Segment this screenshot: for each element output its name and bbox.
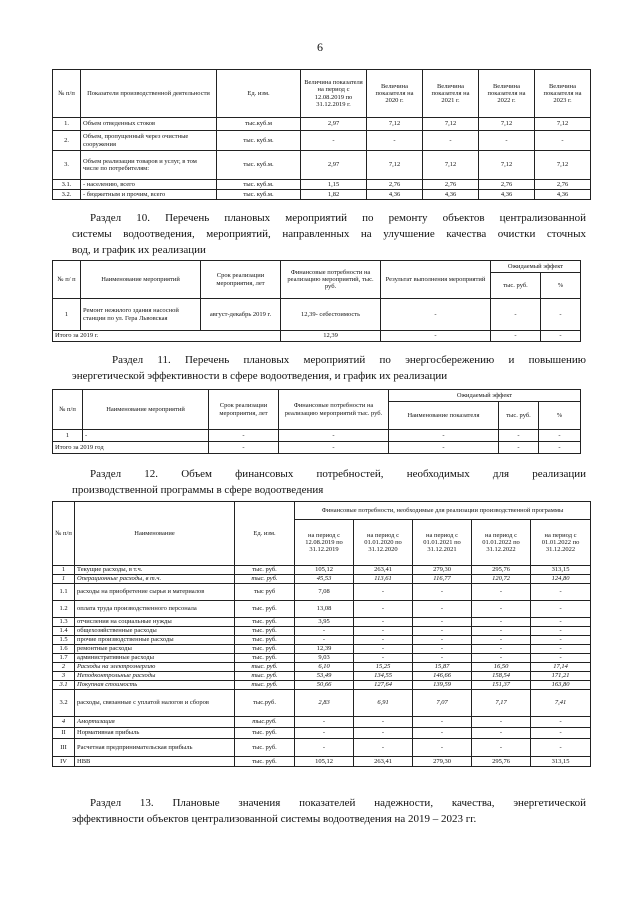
repair-measures-table: [52, 260, 581, 342]
section-13-heading: Раздел 13. Плановые значения показателей надежности, качества, энергетической эффективности объектов централизованной системы водоотведения на 2019 – 2023 гг.: [72, 797, 586, 825]
table-row: 1 Ремонт нежилого здания насосной станции по ул. Гера Львовская август-декабрь 2019 г. 12,39- себестоимость - - -: [53, 299, 581, 331]
table-row: 2 Расходы на электроэнергию тыс. руб. 6,10 15,25 15,87 16,50 17,14: [53, 663, 591, 672]
t1-h-p1: Величина показателя на период с 12.08.2019 по 31.12.2019 г.: [301, 70, 367, 118]
t12-h-unit: Ед. изм.: [235, 502, 295, 566]
t1-h-p2: Величина показателя на 2020 г.: [367, 70, 423, 118]
t1-h-p4: Величина показателя на 2022 г.: [479, 70, 535, 118]
t10-h-effect: Ожидаемый эффект: [491, 261, 581, 273]
table-row: 3. Объем реализации товаров и услуг, в том числе по потребителям: тыс. куб.м. 2,97 7,12 7,12 7,12 7,12: [53, 151, 591, 180]
table-row: 1.1 расходы на приобретение сырья и материалов тыс руб 7,08 - - - -: [53, 584, 591, 601]
table-row: 1. Объем отведенных стоков тыс.куб.м 2,97 7,12 7,12 7,12 7,12: [53, 118, 591, 131]
t11-h-num: № п/п: [53, 390, 83, 430]
t11-h-name: Наименование мероприятий: [83, 390, 209, 430]
t12-h-p3: на период с 01.01.2021 по 31.12.2021: [413, 520, 472, 566]
table-row: II Нормативная прибыль тыс. руб. - - - - -: [53, 728, 591, 739]
table-row: 1.4 общехозяйственные расходы тыс. руб. - - - - -: [53, 627, 591, 636]
section-10-heading: Раздел 10. Перечень плановых мероприятий по ремонту объектов централизованной системы водоотведения, мероприятий, направленных на улучшение качества очистки сточных вод, и график их реализации: [72, 212, 586, 256]
financial-needs-table: [52, 501, 591, 767]
table-row: 1.6 ремонтные расходы тыс. руб. 12,39 - - - -: [53, 645, 591, 654]
t10-h-result: Результат выполнения мероприятий: [381, 261, 491, 299]
t12-h-group: Финансовые потребности, необходимые для реализации производственной программы: [295, 502, 591, 520]
t12-h-p1: на период с 12.08.2019 по 31.12.2019: [295, 520, 354, 566]
table-row: 3.2 расходы, связанные с уплатой налогов и сборов тыс.руб. 2,83 6,91 7,07 7,17 7,41: [53, 690, 591, 717]
table-row: III Расчетная предпринимательская прибыль тыс. руб. - - - - -: [53, 739, 591, 757]
t11-h-finance: Финансовые потребности на реализацию мероприятий тыс. руб.: [279, 390, 389, 430]
t1-h-p5: Величина показателя на 2023 г.: [535, 70, 591, 118]
t10-h-finance: Финансовые потребности на реализацию мероприятий, тыс. руб.: [281, 261, 381, 299]
table-row: 3 Неподконтрольные расходы тыс. руб. 53,49 134,55 146,66 158,54 171,21: [53, 672, 591, 681]
t1-h-p3: Величина показателя на 2021 г.: [423, 70, 479, 118]
t11-h-effect-name: Наименование показателя: [389, 402, 499, 430]
table-row: 3.2. - бюджетным и прочим, всего тыс. куб.м. 1,82 4,36 4,36 4,36 4,36: [53, 190, 591, 200]
energy-measures-table: [52, 389, 581, 454]
t12-h-p4: на период с 01.01.2022 по 31.12.2022: [472, 520, 531, 566]
t12-h-num: № п/п: [53, 502, 75, 566]
table-row: 1 Текущие расходы, в т.ч. тыс. руб. 105,12 263,41 279,30 295,76 313,15: [53, 566, 591, 575]
t12-h-name: Наименование: [75, 502, 235, 566]
table-row: 1.5 прочие производственные расходы тыс. руб. - - - - -: [53, 636, 591, 645]
table-row: 1.7 административные расходы тыс. руб. 9,03 - - - -: [53, 654, 591, 663]
t11-h-rub: тыс. руб.: [499, 402, 539, 430]
table-row: 1 - - - - - -: [53, 430, 581, 442]
table-row: 3.1. - населению, всего тыс. куб.м. 1,15 2,76 2,76 2,76 2,76: [53, 180, 591, 190]
table-row: 4 Амортизация тыс.руб. - - - - -: [53, 717, 591, 728]
t11-h-term: Срок реализации мероприятия, лет: [209, 390, 279, 430]
t1-h-unit: Ед. изм.: [217, 70, 301, 118]
t10-h-rub: тыс. руб.: [491, 273, 541, 299]
production-indicators-table: [52, 69, 591, 200]
table-row: 3.1 Покупная стоимость тыс. руб. 50,66 127,64 139,59 151,37 163,80: [53, 681, 591, 690]
t12-h-p5: на период с 01.01.2022 по 31.12.2022: [531, 520, 591, 566]
t1-h-num: № п/п: [53, 70, 81, 118]
table-row: IV НВВ тыс. руб. 105,12 263,41 279,30 295,76 313,15: [53, 757, 591, 767]
t10-h-pct: %: [541, 273, 581, 299]
table-row: 1 Операционные расходы, в т.ч. тыс. руб. 45,53 113,61 116,77 120,72 124,80: [53, 575, 591, 584]
table-row: 1.3 отчисления на социальные нужды тыс. руб. 3,95 - - - -: [53, 618, 591, 627]
t1-h-name: Показатели производственной деятельности: [81, 70, 217, 118]
t11-h-pct: %: [539, 402, 581, 430]
t11-h-effect: Ожидаемый эффект: [389, 390, 581, 402]
t10-h-num: № п/ п: [53, 261, 81, 299]
t12-h-p2: на период с 01.01.2020 по 31.12.2020: [354, 520, 413, 566]
table-row: Итого за 2019 год - - - - -: [53, 442, 581, 454]
page-number: 6: [317, 40, 323, 54]
section-11-heading: Раздел 11. Перечень плановых мероприятий по энергосбережению и повышению энергетической эффективности в сфере водоотведения, и график их реализации: [72, 354, 586, 382]
table-row: Итого за 2019 г. 12,39 - - -: [53, 331, 581, 342]
t10-h-term: Срок реализации мероприятия, лет: [201, 261, 281, 299]
section-12-heading: Раздел 12. Объем финансовых потребностей, необходимых для реализации производственной программы в сфере водоотведения: [72, 468, 586, 496]
table-row: 2. Объем, пропущенный через очистные сооружения тыс. куб.м. - - - - -: [53, 131, 591, 151]
table-row: 1.2 оплата труда производственного персонала тыс. руб. 13,08 - - - -: [53, 601, 591, 618]
t10-h-name: Наименование мероприятий: [81, 261, 201, 299]
